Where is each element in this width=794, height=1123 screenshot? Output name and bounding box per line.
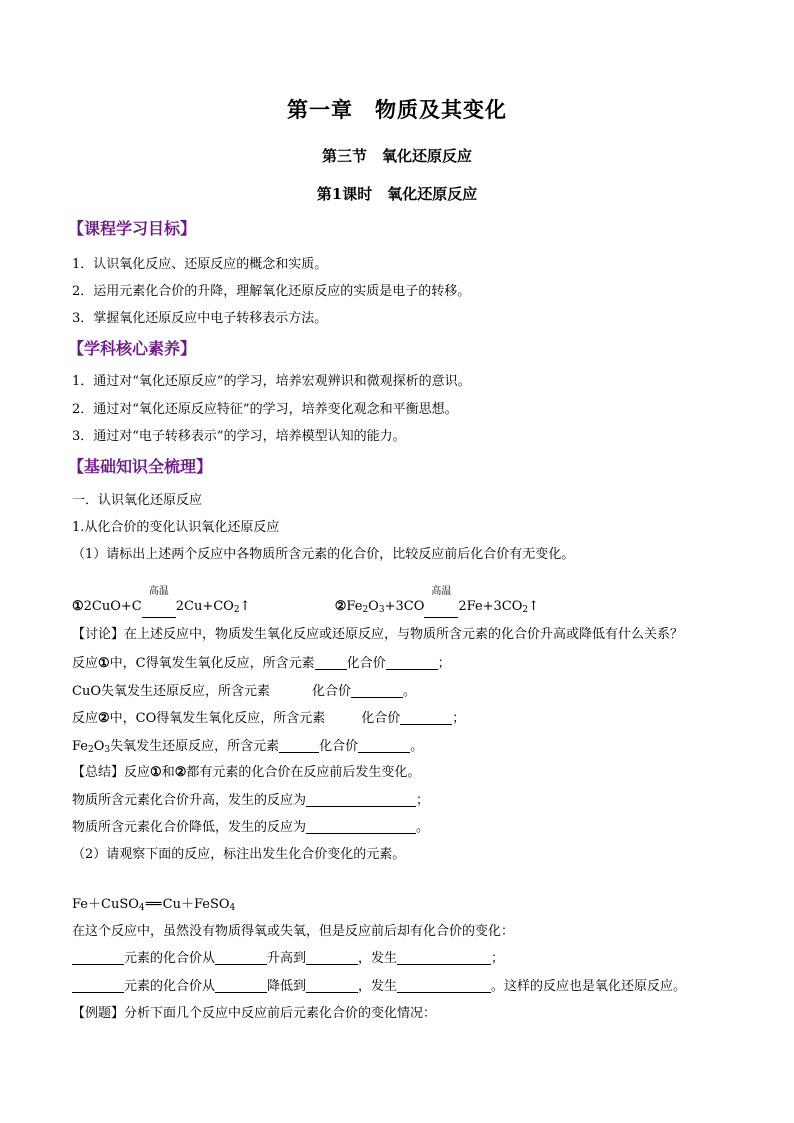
reaction-1-condition [142, 586, 176, 618]
text: 都有元素的化合价在反应前后发生变化。 [186, 765, 421, 780]
reaction-2-left-c: +3CO [384, 599, 425, 614]
objective-item: 1．认识氧化反应、还原反应的概念和实质。 [72, 257, 328, 272]
subscript: 3 [104, 745, 111, 755]
literacy-item: 3．通过对“电子转移表示”的学习，培养模型认知的能力。 [72, 429, 406, 444]
blank-field[interactable] [306, 792, 416, 807]
blank-field[interactable] [386, 655, 438, 670]
fill-line-5 [72, 791, 429, 811]
example-line [72, 1004, 436, 1024]
blank-field[interactable] [358, 738, 410, 753]
reaction-ref: ② [174, 765, 187, 780]
text: ； [437, 656, 451, 671]
objective-item: 3．掌握氧化还原反应中电子转移表示方法。 [72, 311, 328, 326]
blank-field[interactable] [72, 950, 124, 965]
text: ； [491, 951, 505, 966]
subsection-title: 1.从化合价的变化认识氧化还原反应 [72, 520, 280, 535]
text: 升高到 [267, 951, 307, 966]
text: 化合价 [319, 739, 359, 754]
reaction-1-number: ① [72, 599, 84, 614]
reaction-row [72, 586, 540, 618]
text: 化合价 [311, 684, 351, 699]
reaction-2-condition-text: 高温 [431, 586, 452, 597]
reaction-3 [72, 895, 235, 915]
text: 反应 [72, 711, 99, 726]
question-2: （2）请观察下面的反应，标注出发生化合价变化的元素。 [72, 847, 406, 862]
text: Fe＋CuSO [72, 897, 139, 912]
fill-line-1 [72, 654, 451, 674]
text: 。 [403, 684, 417, 699]
reaction-2-number: ② [334, 599, 347, 614]
fill-line-4 [72, 737, 423, 757]
text: 中，C得氧发生氧化反应，所含元素 [109, 656, 315, 671]
text: 反应 [124, 765, 151, 780]
text: ，发生 [358, 951, 398, 966]
fill-line-2 [72, 682, 416, 702]
summary-line [72, 763, 420, 783]
subscript: 2 [88, 745, 94, 755]
part-title: 一．认识氧化还原反应 [72, 493, 203, 508]
text: 物质所含元素化合价升高，发生的反应为 [72, 793, 307, 808]
objective-item: 2．运用元素化合价的升降，理解氧化还原反应的实质是电子的转移。 [72, 284, 471, 299]
reaction-2-condition [424, 586, 458, 618]
text: O [93, 739, 105, 754]
blank-field[interactable] [351, 683, 403, 698]
text: 。这样的反应也是氧化还原反应。 [491, 979, 687, 994]
text: ； [452, 711, 466, 726]
text: 反应 [72, 656, 99, 671]
text: 物质所含元素化合价降低，发生的反应为 [72, 820, 307, 835]
discussion-line [72, 625, 683, 645]
reaction-1-arrow: ↑ [239, 599, 251, 614]
blank-field[interactable] [315, 655, 347, 670]
reaction-ref: ① [98, 656, 110, 671]
literacy-heading: 【学科核心素养】 [68, 339, 197, 358]
blank-field[interactable] [397, 978, 491, 993]
fill-line-3 [72, 709, 465, 729]
discussion-tag: 【讨论】 [72, 627, 125, 642]
text: ，发生 [358, 979, 398, 994]
reaction-2-sub-2: 3 [378, 605, 385, 615]
blank-field[interactable] [215, 978, 267, 993]
reaction-1-subscript: 2 [233, 605, 240, 615]
subscript: 4 [138, 903, 145, 913]
equals-sign: ══ [145, 897, 162, 912]
question-1: （1）请标出上述两个反应中各物质所含元素的化合价，比较反应前后化合价有无变化。 [72, 547, 575, 562]
basics-heading: 【基础知识全梳理】 [68, 457, 213, 476]
text: 元素的化合价从 [124, 979, 216, 994]
fill-line-8 [72, 949, 504, 969]
text: Fe [72, 739, 89, 754]
text: 中，CO得氧发生氧化反应，所含元素 [109, 711, 326, 726]
text: CuO失氧发生还原反应，所含元素 [72, 684, 270, 699]
reaction-2-right: 2Fe+3CO [458, 599, 523, 614]
example-text: 分析下面几个反应中反应前后元素化合价的变化情况： [124, 1006, 437, 1021]
section-title: 第三节 氧化还原反应 [321, 147, 472, 165]
text: 。 [410, 739, 424, 754]
text: 。 [416, 820, 430, 835]
reaction-ref: ① [150, 765, 162, 780]
text: 失氧发生还原反应，所含元素 [110, 739, 280, 754]
observation-text: 在这个反应中，虽然没有物质得氧或失氧，但是反应前后却有化合价的变化： [72, 924, 515, 939]
reaction-2-sub-1: 2 [362, 605, 369, 615]
summary-tag: 【总结】 [72, 765, 125, 780]
reaction-2-left-a: Fe [346, 599, 363, 614]
blank-field[interactable] [306, 978, 358, 993]
text: 元素的化合价从 [124, 951, 216, 966]
blank-field[interactable] [400, 710, 452, 725]
fill-line-9 [72, 977, 686, 997]
reaction-ref: ② [98, 711, 110, 726]
reaction-1-condition-text: 高温 [148, 586, 169, 597]
text: 化合价 [346, 656, 386, 671]
text: 和 [161, 765, 175, 780]
blank-field[interactable] [215, 950, 267, 965]
blank-field[interactable] [306, 819, 416, 834]
discussion-text: 在上述反应中，物质发生氧化反应或还原反应，与物质所含元素的化合价升高或降低有什么关系？ [124, 627, 684, 642]
blank-field[interactable] [279, 738, 319, 753]
fill-line-6 [72, 818, 429, 838]
subscript: 4 [229, 903, 236, 913]
example-tag: 【例题】 [72, 1006, 125, 1021]
blank-field[interactable] [306, 950, 358, 965]
text: 化合价 [361, 711, 401, 726]
text: ； [416, 793, 430, 808]
text: Cu＋FeSO [162, 897, 230, 912]
literacy-item: 1．通过对“氧化还原反应”的学习，培养宏观辨识和微观探析的意识。 [72, 374, 471, 389]
objectives-heading: 【课程学习目标】 [68, 219, 197, 238]
reaction-1-left: 2CuO+C [83, 599, 142, 614]
literacy-item: 2．通过对“氧化还原反应特征”的学习，培养变化观念和平衡思想。 [72, 402, 458, 417]
reaction-2-subscript: 2 [522, 605, 529, 615]
reaction-1-right: 2Cu+CO [175, 599, 234, 614]
lesson-title: 第1课时 氧化还原反应 [316, 185, 478, 203]
blank-field[interactable] [397, 950, 491, 965]
blank-field[interactable] [72, 978, 124, 993]
text: 降低到 [267, 979, 307, 994]
reaction-2-arrow: ↑ [528, 599, 540, 614]
chapter-title: 第一章 物质及其变化 [287, 98, 507, 122]
reaction-2-left-b: O [368, 599, 379, 614]
